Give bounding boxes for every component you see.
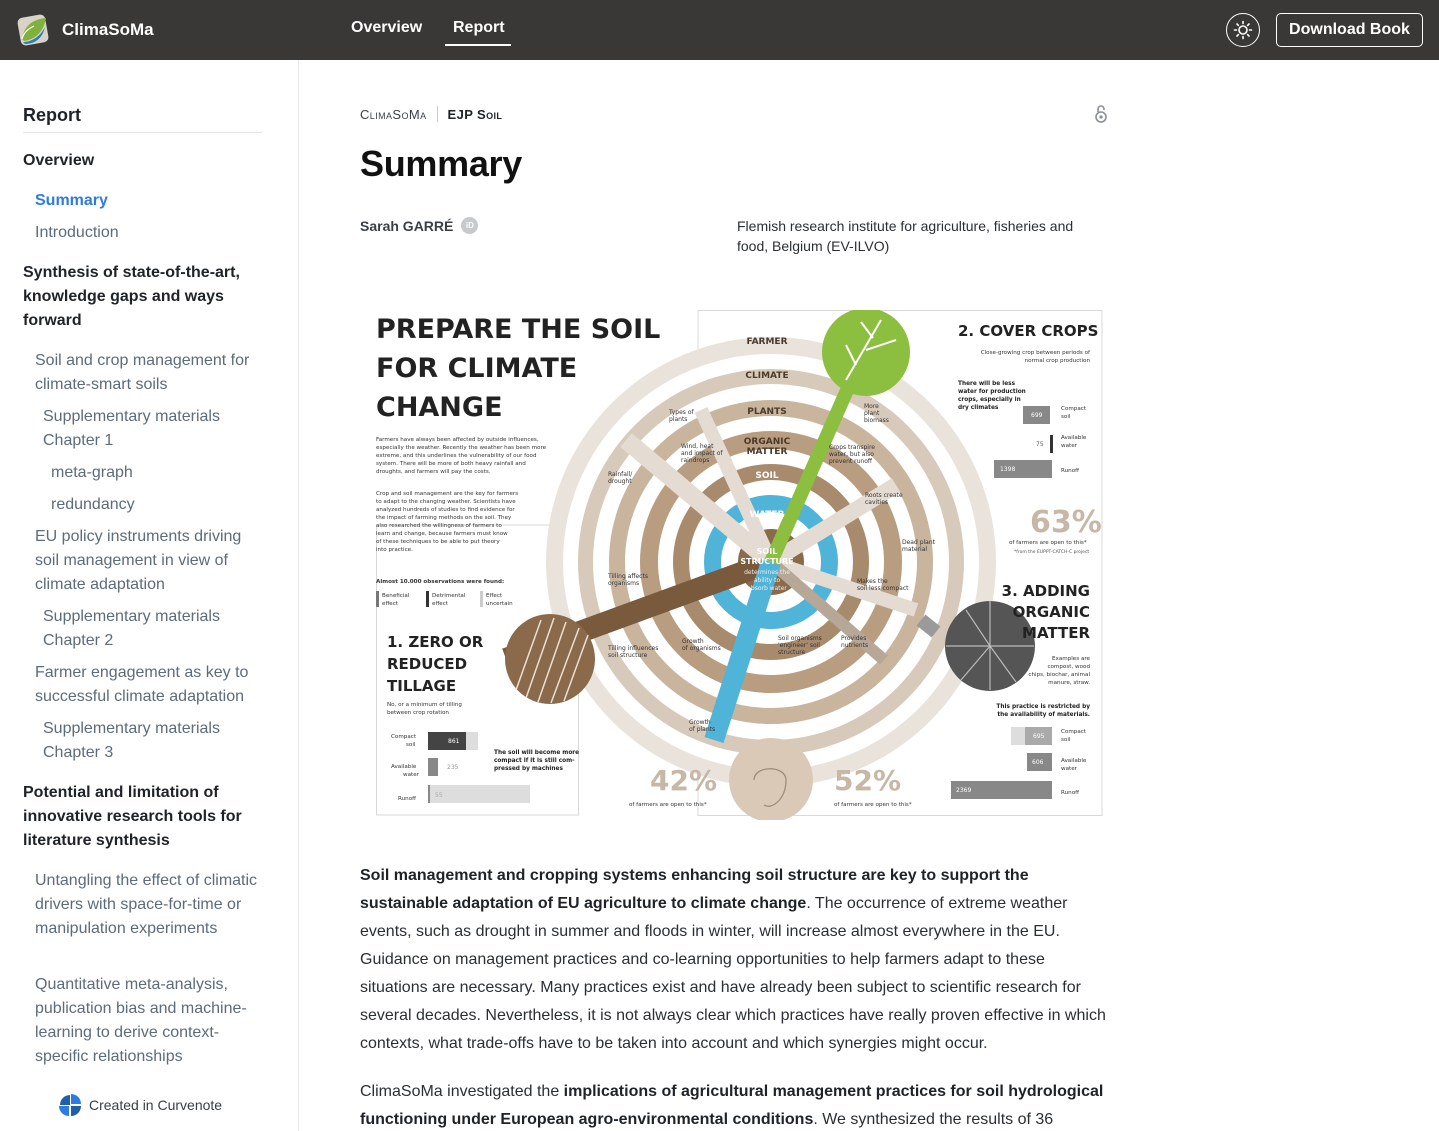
svg-text:material: material bbox=[902, 546, 928, 553]
svg-text:ORGANIC: ORGANIC bbox=[1012, 603, 1090, 621]
soil-infographic-figure[interactable] bbox=[376, 310, 1103, 820]
nav-overview[interactable]: Overview bbox=[351, 19, 423, 36]
curvenote-credit-link[interactable] bbox=[59, 1093, 222, 1117]
publisher-climasoma[interactable]: ClimaSoMa bbox=[360, 106, 427, 122]
svg-text:of farmers are open to this*: of farmers are open to this* bbox=[629, 802, 707, 808]
toc-item-farmer-engagement[interactable]: Farmer engagement as key to successful climate adaptation bbox=[35, 664, 249, 705]
svg-text:Tilling affects: Tilling affects bbox=[608, 573, 648, 580]
svg-text:of organisms: of organisms bbox=[682, 645, 721, 652]
leaf-icon bbox=[822, 310, 910, 396]
svg-text:into practice.: into practice. bbox=[376, 547, 413, 553]
orcid-icon[interactable]: iD bbox=[461, 217, 478, 234]
svg-text:and impact of: and impact of bbox=[681, 450, 723, 457]
svg-text:LIFE: LIFE bbox=[756, 481, 778, 491]
svg-text:of these techniques to be able: of these techniques to be able to put theory bbox=[376, 539, 500, 545]
svg-text:Provides: Provides bbox=[841, 635, 867, 642]
svg-text:water: water bbox=[403, 772, 419, 778]
svg-text:uncertain: uncertain bbox=[486, 601, 513, 607]
svg-text:Examples are: Examples are bbox=[1051, 656, 1090, 662]
svg-text:Growth: Growth bbox=[682, 638, 704, 645]
svg-text:No, or a minimum of tilling: No, or a minimum of tilling bbox=[387, 702, 462, 708]
svg-text:especially the weather. Recent: especially the weather. Recently the weather has been more bbox=[376, 445, 547, 451]
svg-text:42%: 42% bbox=[650, 764, 718, 797]
svg-text:This practice is restricted by: This practice is restricted by bbox=[996, 704, 1090, 710]
top-navigation-bar bbox=[0, 0, 1439, 60]
svg-text:*from the EUPPT-CATCH-C projec: *from the EUPPT-CATCH-C project bbox=[1014, 550, 1090, 555]
publisher-separator bbox=[437, 106, 438, 122]
svg-text:to adapt to the changing weath: to adapt to the changing weather. Scientists have bbox=[376, 499, 516, 505]
svg-text:ability to: ability to bbox=[753, 577, 781, 584]
brand-link[interactable] bbox=[16, 12, 154, 48]
svg-text:55: 55 bbox=[435, 792, 443, 799]
svg-text:The soil will become more: The soil will become more bbox=[494, 750, 580, 756]
toc-item-climatic-drivers[interactable]: Untangling the effect of climatic drivers with space-for-time or manipulation experiments bbox=[35, 872, 258, 937]
summary-paragraph-2 bbox=[360, 1078, 1112, 1131]
nav-report[interactable]: Report bbox=[453, 19, 505, 36]
svg-text:CHANGE: CHANGE bbox=[376, 392, 503, 423]
curvenote-logo-icon bbox=[59, 1094, 81, 1116]
svg-text:between crop rotation: between crop rotation bbox=[387, 710, 449, 716]
svg-text:2369: 2369 bbox=[956, 787, 972, 794]
svg-text:water, but also: water, but also bbox=[829, 451, 874, 458]
svg-text:plant: plant bbox=[864, 410, 880, 417]
curvenote-credit-text: Created in Curvenote bbox=[89, 1097, 223, 1113]
svg-text:Growth: Growth bbox=[689, 719, 711, 726]
summary-paragraph-1 bbox=[360, 862, 1112, 1058]
svg-text:FARMER: FARMER bbox=[746, 337, 788, 347]
svg-text:FOR CLIMATE: FOR CLIMATE bbox=[376, 353, 578, 384]
svg-text:Dead plant: Dead plant bbox=[902, 539, 936, 546]
svg-text:chips, biochar, animal: chips, biochar, animal bbox=[1028, 672, 1090, 678]
svg-text:PREPARE THE SOIL: PREPARE THE SOIL bbox=[376, 314, 661, 345]
svg-text:soil: soil bbox=[406, 742, 416, 748]
svg-text:Available: Available bbox=[1061, 758, 1087, 764]
svg-text:695: 695 bbox=[1033, 733, 1045, 740]
svg-text:Tilling influences: Tilling influences bbox=[608, 645, 659, 652]
svg-text:structure: structure bbox=[778, 649, 806, 656]
svg-text:2. COVER CROPS: 2. COVER CROPS bbox=[958, 322, 1099, 340]
svg-text:Crops transpire: Crops transpire bbox=[829, 444, 875, 451]
summary-p1-emphasis: Soil management and cropping systems enhancing soil structure are key to support the sustainable adaptation of EU agriculture to climate change bbox=[360, 867, 1029, 912]
svg-text:63%: 63% bbox=[1030, 505, 1102, 540]
toc-item-summary[interactable]: Summary bbox=[35, 192, 108, 209]
svg-text:cavities: cavities bbox=[865, 499, 889, 506]
svg-text:soil: soil bbox=[1061, 737, 1071, 743]
svg-text:More: More bbox=[864, 403, 879, 410]
publisher-line bbox=[360, 106, 502, 122]
svg-text:Compact: Compact bbox=[391, 734, 417, 740]
svg-text:Beneficial: Beneficial bbox=[382, 593, 410, 599]
svg-text:determines the: determines the bbox=[744, 569, 790, 576]
svg-text:dry climates: dry climates bbox=[958, 405, 999, 411]
svg-text:normal crop production: normal crop production bbox=[1024, 358, 1090, 364]
svg-text:WATER: WATER bbox=[749, 510, 785, 520]
svg-text:Runoff: Runoff bbox=[1061, 790, 1080, 796]
svg-text:606: 606 bbox=[1032, 759, 1044, 766]
toc-item-eu-policy[interactable]: EU policy instruments driving soil management in view of climate adaptation bbox=[35, 528, 242, 593]
sun-icon bbox=[1233, 20, 1253, 40]
svg-text:861: 861 bbox=[448, 738, 460, 745]
svg-text:water: water bbox=[1061, 766, 1077, 772]
svg-text:Farmers have always been affec: Farmers have always been affected by outside influences, bbox=[376, 437, 539, 443]
sidebar-heading: Report bbox=[23, 105, 81, 125]
svg-text:extreme, and this underlines t: extreme, and this underlines the vulnerability of our food bbox=[376, 453, 537, 459]
svg-text:Wind, heat: Wind, heat bbox=[681, 443, 714, 450]
svg-text:SOIL: SOIL bbox=[755, 471, 779, 481]
toc-item-meta-analysis[interactable]: Quantitative meta-analysis, publication bias and machine-learning to derive context-specific relationships bbox=[35, 976, 247, 1065]
svg-text:ORGANIC: ORGANIC bbox=[743, 437, 791, 447]
svg-text:soil: soil bbox=[1061, 414, 1071, 420]
svg-text:manure, straw.: manure, straw. bbox=[1048, 680, 1090, 686]
download-book-button[interactable]: Download Book bbox=[1276, 13, 1423, 47]
svg-text:compact if it is still com-: compact if it is still com- bbox=[494, 758, 575, 764]
svg-text:absorb water: absorb water bbox=[747, 585, 787, 592]
svg-text:Available: Available bbox=[1061, 435, 1087, 441]
svg-text:Roots create: Roots create bbox=[865, 492, 903, 499]
author-block bbox=[360, 217, 478, 234]
toc-item-overview[interactable]: Overview bbox=[23, 152, 95, 169]
svg-text:Runoff: Runoff bbox=[1061, 468, 1080, 474]
svg-text:Effect: Effect bbox=[486, 593, 503, 599]
toc-item-meta-graph[interactable]: meta-graph bbox=[51, 464, 133, 481]
svg-text:also researched the willingnes: also researched the willingness of farmers to bbox=[376, 523, 502, 529]
toc-item-supplementary-ch3[interactable]: Supplementary materials Chapter 3 bbox=[43, 720, 220, 761]
toc-item-supplementary-ch1[interactable]: Supplementary materials Chapter 1 bbox=[43, 408, 220, 449]
svg-text:pressed by machines: pressed by machines bbox=[494, 766, 563, 772]
toc-item-synthesis[interactable]: Synthesis of state-of-the-art, knowledge gaps and ways forward bbox=[23, 264, 240, 329]
svg-text:'engineer' soil: 'engineer' soil bbox=[778, 642, 820, 649]
svg-text:MATTER: MATTER bbox=[746, 447, 788, 457]
svg-text:Available: Available bbox=[391, 764, 417, 770]
svg-text:Close-growing crop between per: Close-growing crop between periods of bbox=[980, 350, 1090, 356]
farmer-face-icon bbox=[729, 738, 813, 820]
table-of-contents-sidebar bbox=[0, 60, 299, 1131]
publisher-ejp-soil[interactable]: EJP Soil bbox=[447, 106, 503, 122]
svg-text:Runoff: Runoff bbox=[398, 796, 417, 802]
svg-text:raindrops: raindrops bbox=[681, 457, 710, 464]
author-affiliation: Flemish research institute for agriculture, fisheries and food, Belgium (EV-ILVO) bbox=[737, 218, 1074, 254]
svg-text:water: water bbox=[1061, 443, 1077, 449]
svg-text:compost, wood: compost, wood bbox=[1047, 664, 1090, 670]
svg-text:Rainfall/: Rainfall/ bbox=[608, 471, 633, 478]
tillage-field-icon bbox=[505, 614, 595, 704]
svg-text:Crop and soil management are t: Crop and soil management are the key for farmers bbox=[376, 491, 519, 497]
svg-text:Soil organisms: Soil organisms bbox=[778, 635, 822, 642]
toc-item-introduction[interactable]: Introduction bbox=[35, 224, 119, 241]
svg-text:the impact of farming methods: the impact of farming methods on the soil. They bbox=[376, 515, 512, 521]
climasoma-logo bbox=[16, 13, 50, 47]
svg-text:drought: drought bbox=[608, 478, 632, 485]
app-name: ClimaSoMa bbox=[62, 20, 154, 39]
svg-text:system. There will be more of: system. There will be more of both heavy rainfall and bbox=[376, 461, 526, 467]
svg-text:Almost 10.000 observations wer: Almost 10.000 observations were found: bbox=[376, 579, 505, 585]
svg-text:75: 75 bbox=[1036, 441, 1044, 448]
active-nav-indicator bbox=[445, 44, 511, 46]
toc-item-soil-crop-management[interactable]: Soil and crop management for climate-smart soils bbox=[35, 352, 250, 393]
summary-p2-emphasis: implications of agricultural management practices for soil hydrological functioning under European agro-environmental conditions bbox=[360, 1083, 1104, 1128]
svg-text:Compact: Compact bbox=[1061, 729, 1087, 735]
svg-text:Detrimental: Detrimental bbox=[432, 593, 466, 599]
svg-text:analyzed hundreds of studies t: analyzed hundreds of studies to find evidence for bbox=[376, 507, 515, 513]
svg-text:of farmers are open to this*: of farmers are open to this* bbox=[1009, 540, 1087, 546]
svg-text:effect: effect bbox=[382, 601, 399, 607]
svg-text:biomass: biomass bbox=[864, 417, 889, 424]
toc-item-redundancy[interactable]: redundancy bbox=[51, 496, 135, 513]
sidebar-divider bbox=[23, 132, 262, 133]
svg-text:235: 235 bbox=[447, 764, 459, 771]
svg-text:learn and change, because farm: learn and change, because farmers must know bbox=[376, 531, 508, 537]
page-title: Summary bbox=[360, 143, 522, 184]
svg-text:soil structure: soil structure bbox=[608, 652, 648, 659]
svg-text:nutrients: nutrients bbox=[841, 642, 869, 649]
svg-text:the availability of materials.: the availability of materials. bbox=[997, 712, 1090, 718]
summary-p2-intro: ClimaSoMa investigated the bbox=[360, 1083, 564, 1100]
svg-text:water for production: water for production bbox=[958, 389, 1026, 395]
svg-text:Types of: Types of bbox=[669, 409, 694, 416]
theme-toggle-button[interactable] bbox=[1226, 13, 1260, 47]
svg-text:There will be less: There will be less bbox=[958, 381, 1016, 387]
svg-text:REDUCED: REDUCED bbox=[387, 655, 468, 673]
svg-text:effect: effect bbox=[432, 601, 449, 607]
svg-text:52%: 52% bbox=[834, 764, 902, 797]
svg-text:Compact: Compact bbox=[1061, 406, 1087, 412]
svg-text:soil less compact: soil less compact bbox=[857, 585, 909, 592]
svg-text:3. ADDING: 3. ADDING bbox=[1001, 582, 1090, 600]
svg-text:PLANTS: PLANTS bbox=[747, 407, 787, 417]
svg-text:MATTER: MATTER bbox=[1022, 624, 1090, 642]
svg-text:STRUCTURE: STRUCTURE bbox=[740, 557, 794, 566]
svg-text:1. ZERO OR: 1. ZERO OR bbox=[387, 633, 484, 651]
toc-item-supplementary-ch2[interactable]: Supplementary materials Chapter 2 bbox=[43, 608, 220, 649]
svg-text:SOIL: SOIL bbox=[756, 547, 778, 556]
svg-text:CLIMATE: CLIMATE bbox=[745, 371, 789, 381]
svg-text:of farmers are open to this*: of farmers are open to this* bbox=[834, 802, 912, 808]
summary-p1-text: . The occurrence of extreme weather events, such as drought in summer and floods in winter, will increase almost everywhere in the EU. Guidance on management practices and co-learning opportunities to help farmers adapt to these situations are necessary. Many practices exist and have already been subject to scientific research for several decades. Nevertheless, it is not always clear which practices have really proven effective in which contexts, what trade-offs have to be taken into account and which synergies might occur. bbox=[360, 895, 1106, 1052]
svg-text:699: 699 bbox=[1031, 412, 1043, 419]
svg-text:TILLAGE: TILLAGE bbox=[387, 677, 457, 695]
svg-text:of plants: of plants bbox=[689, 726, 716, 733]
open-access-icon[interactable] bbox=[1094, 104, 1108, 124]
svg-text:1398: 1398 bbox=[1000, 466, 1016, 473]
svg-text:plants: plants bbox=[669, 416, 688, 423]
summary-p2-text: . We synthesized the results of 36 bbox=[813, 1111, 1054, 1128]
svg-text:crops, especially in: crops, especially in bbox=[958, 397, 1021, 403]
author-name: Sarah GARRÉ bbox=[360, 217, 454, 234]
toc-item-research-tools[interactable]: Potential and limitation of innovative research tools for literature synthesis bbox=[23, 784, 242, 849]
svg-text:Makes the: Makes the bbox=[857, 578, 888, 585]
svg-text:organisms: organisms bbox=[608, 580, 640, 587]
svg-text:droughts, and farmers will pay: droughts, and farmers will pay the costs. bbox=[376, 469, 491, 475]
svg-text:prevent runoff: prevent runoff bbox=[829, 458, 873, 465]
